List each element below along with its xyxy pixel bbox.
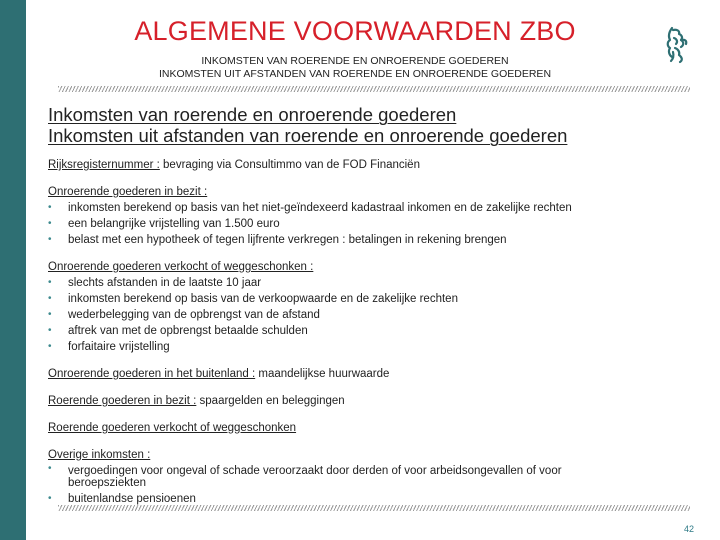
- list-item: • vergoedingen voor ongeval of schade veroorzaakt door derden of voor arbeidsongevallen of voor beroepsziekten: [48, 463, 688, 491]
- onroerend-buitenland-label: Onroerende goederen in het buitenland :: [48, 368, 256, 380]
- list-item: • buitenlandse pensioenen: [48, 491, 688, 507]
- heading-line-1: Inkomsten van roerende en onroerende goederen: [48, 104, 457, 125]
- list-item: • wederbelegging van de opbrengst van de afstand: [48, 307, 688, 323]
- heading-line-2: Inkomsten uit afstanden van roerende en onroerende goederen: [48, 125, 568, 146]
- decorative-hatch-divider-bottom: [58, 505, 690, 511]
- list-item: • een belangrijke vrijstelling van 1.500 euro: [48, 216, 688, 232]
- roerend-bezit-text: spaargelden en beleggingen: [196, 395, 345, 407]
- list-item: • belast met een hypotheek of tegen lijfrente verkregen : betalingen in rekening brengen: [48, 232, 688, 248]
- onroerend-verkocht-label: Onroerende goederen verkocht of weggeschonken :: [48, 261, 314, 273]
- onroerend-buitenland-text: maandelijkse huurwaarde: [255, 368, 390, 380]
- section-roerend-bezit: [48, 393, 688, 409]
- subtitle-line-1: INKOMSTEN VAN ROERENDE EN ONROERENDE GOEDEREN: [201, 55, 509, 67]
- overige-list: [48, 463, 688, 507]
- left-accent-bar: [0, 0, 26, 540]
- list-item: • forfaitaire vrijstelling: [48, 339, 688, 355]
- list-item: • slechts afstanden in de laatste 10 jaar: [48, 275, 688, 291]
- section-onroerend-verkocht: [48, 259, 688, 355]
- decorative-hatch-divider-top: [58, 86, 690, 92]
- roerend-bezit-label: Roerende goederen in bezit :: [48, 395, 197, 407]
- list-item: • aftrek van met de opbrengst betaalde schulden: [48, 323, 688, 339]
- rijksregister-text: bevraging via Consultimmo van de FOD Financiën: [159, 159, 420, 171]
- roerend-verkocht-label: Roerende goederen verkocht of weggeschonken: [48, 422, 297, 434]
- list-item: • inkomsten berekend op basis van de verkoopwaarde en de zakelijke rechten: [48, 291, 688, 307]
- slide-title: ALGEMENE VOORWAARDEN ZBO: [134, 16, 576, 46]
- section-onroerend-buitenland: [48, 366, 688, 382]
- subtitle-line-2: INKOMSTEN UIT AFSTANDEN VAN ROERENDE EN ONROERENDE GOEDEREN: [158, 68, 552, 80]
- section-onroerend-bezit: [48, 184, 688, 248]
- body-content: [48, 157, 688, 514]
- section-overige-inkomsten: [48, 447, 688, 507]
- page-number: 42: [683, 524, 694, 534]
- onroerend-bezit-list: [48, 200, 688, 248]
- section-roerend-verkocht: [48, 420, 688, 436]
- section-rijksregister: [48, 157, 688, 173]
- list-item: • inkomsten berekend op basis van het niet-geïndexeerd kadastraal inkomen en de zakelijke rechten: [48, 200, 688, 216]
- rijksregister-label: Rijksregisternummer :: [48, 159, 160, 171]
- flemish-lion-icon: [663, 24, 689, 64]
- overige-label: Overige inkomsten :: [48, 449, 151, 461]
- onroerend-bezit-label: Onroerende goederen in bezit :: [48, 186, 208, 198]
- onroerend-verkocht-list: [48, 275, 688, 355]
- section-heading: [48, 104, 567, 146]
